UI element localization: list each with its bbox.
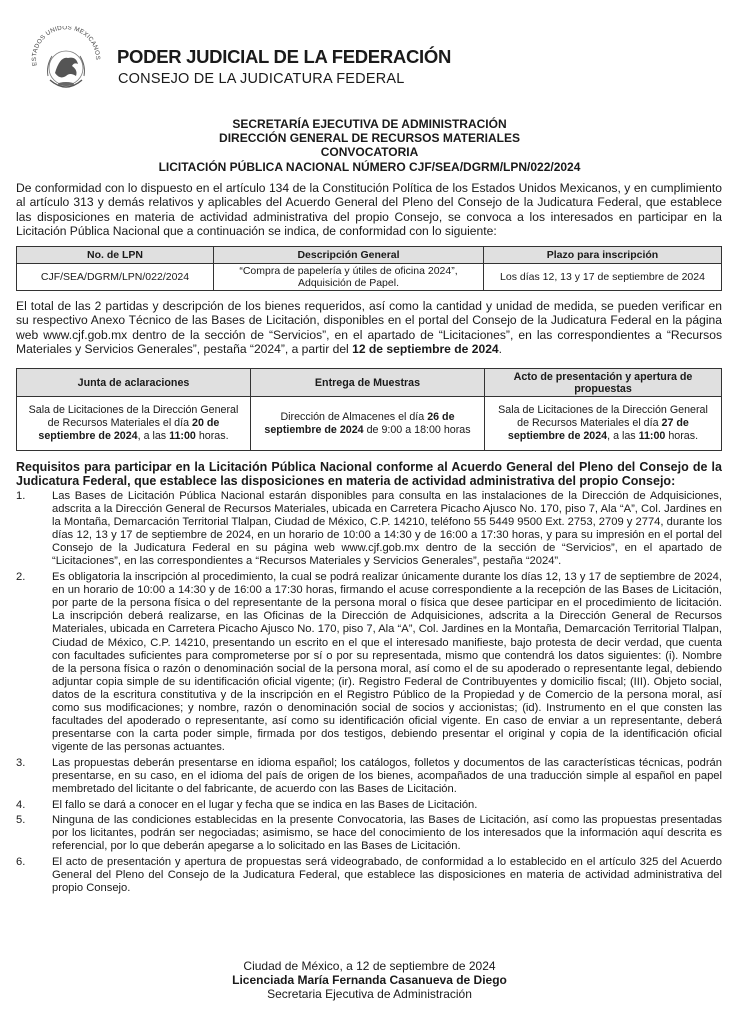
table-cell: Sala de Licitaciones de la Dirección General de Recursos Materiales el día 20 de septiembre de 2024, a las 11:00 horas.	[17, 397, 251, 451]
table-cell: Los días 12, 13 y 17 de septiembre de 2024	[484, 264, 722, 291]
title-line: DIRECCIÓN GENERAL DE RECURSOS MATERIALES	[219, 131, 520, 146]
signatory-position: Secretaria Ejecutiva de Administración	[267, 987, 472, 1002]
table-header: No. de LPN	[17, 247, 214, 264]
national-seal-logo	[26, 26, 106, 106]
table-header: Acto de presentación y apertura de propuestas	[485, 369, 722, 397]
availability-paragraph: El total de las 2 partidas y descripción de los bienes requeridos, así como la cantidad y unidad de medida, se pueden verificar en su respectivo Anexo Técnico de las Bases de Licitación, disponibles en el portal del Consejo de la Judicatura Federal en la página web www.cjf.gob.mx dentro de la sección de “Servicios”, en el apartado de “Licitaciones”, en las correspondientes a “Recursos Materiales y Servicios Generales”, pestaña “2024”, a partir del 12 de septiembre de 2024.	[16, 299, 722, 356]
svg-text:ESTADOS UNIDOS MEXICANOS: ESTADOS UNIDOS MEXICANOS	[30, 26, 102, 67]
title-line: LICITACIÓN PÚBLICA NACIONAL NÚMERO CJF/SEA/DGRM/LPN/022/2024	[158, 159, 581, 174]
table-header: Junta de aclaraciones	[17, 369, 251, 397]
document-titles	[0, 117, 739, 174]
title-line: CONVOCATORIA	[320, 145, 419, 160]
list-item: 6. El acto de presentación y apertura de propuestas será videograbado, de conformidad a lo establecido en el artículo 325 del Acuerdo General del Pleno del Consejo de la Judicatura Federal, que establece las disposiciones en materia de actividad administrativa del propio Consejo.	[16, 856, 722, 895]
list-item: 4. El fallo se dará a conocer en el lugar y fecha que se indica en las Bases de Licitación.	[16, 798, 478, 811]
table-header: Descripción General	[214, 247, 484, 264]
list-item: 1. Las Bases de Licitación Pública Nacional estarán disponibles para consulta en las instalaciones de la Dirección de Adquisiciones, adscrita a la Dirección General de Recursos Materiales, ubicada en Carretera Picacho Ajusco No. 170, piso 7, Ala “A”, Col. Jardines en la Montaña, Demarcación Territorial Tlalpan, Ciudad de México, C.P. 14210, teléfono 55 5449 9500 Ext. 2753, 2709 y 2774, durante los días 12, 13 y 17 de septiembre de 2024, en un horario de 10:00 a 14:30 y de 16:00 a 17:30 horas, y para su impresión en el portal del Consejo de la Judicatura Federal en su página web www.cjf.gob.mx dentro de la sección de “Servicios”, en el apartado de “Licitaciones”, en las correspondientes a “Recursos Materiales y Servicios Generales”, pestaña “2024”.	[16, 490, 722, 568]
requirements-title: Requisitos para participar en la Licitación Pública Nacional conforme al Acuerdo General del Pleno del Consejo de la Judicatura Federal, que establece las disposiciones en materia de actividad administrativa del propio Consejo:	[16, 460, 722, 489]
intro-paragraph: De conformidad con lo dispuesto en el artículo 134 de la Constitución Política de los Estados Unidos Mexicanos, y en cumplimiento al artículo 313 y demás relativos y aplicables del Acuerdo General del Pleno del Consejo de la Judicatura Federal, que establece las disposiciones en materia de actividad administrativa del propio Consejo, se convoca a los interesados en participar en la Licitación Pública Nacional que a continuación se indica, de conformidad con lo siguiente:	[16, 181, 722, 238]
list-item: 2. Es obligatoria la inscripción al procedimiento, la cual se podrá realizar únicamente durante los días 12, 13 y 17 de septiembre de 2024, en un horario de 10:00 a 14:30 y de 16:00 a 17:30 horas, firmando el acuse correspondiente a la recepción de las Bases de Licitación, por parte de la persona física o del representante de la persona moral o física que desee participar en el procedimiento de licitación. La inscripción deberá realizarse, en las Oficinas de la Dirección de Adquisiciones, adscrita a la Dirección General de Recursos Materiales, ubicada en Carretera Picacho Ajusco No. 170, piso 7, Ala “A”, Col. Jardines en la Montaña, Demarcación Territorial Tlalpan, Ciudad de México, C.P. 14210, presentando un escrito en el que el interesado manifieste, bajo protesta de decir verdad, que cuenta con facultades suficientes para comprometerse por sí o por su representada, mismo que contendrá los datos siguientes: (i). Nombre de la persona física o razón o denominación social de la persona moral, así como el de su apoderado o representante legal, debiendo adjuntar copia simple de su identificación oficial vigente; (ir). Registro Federal de Contribuyentes y domicilio fiscal; (III). Objeto social, datos de la escritura constitutiva y de la inscripción en el Registro Público de la Propiedad y de Comercio de la persona moral, así como sus modificaciones; y nombre, razón o denominación social de socios y accionistas; (id). Instrumento en el que consten las facultades del apoderado o representante, así como su identificación oficial vigente. En caso de enviar a un representante, deberá presentarse con la carta poder simple, firmada por dos testigos, debiendo presentar el original y copia de la identificación oficial vigente de las personas actuantes.	[16, 571, 722, 754]
title-line: SECRETARÍA EJECUTIVA DE ADMINISTRACIÓN	[232, 117, 507, 131]
organization-subtitle: CONSEJO DE LA JUDICATURA FEDERAL	[118, 71, 405, 87]
table-cell: “Compra de papelería y útiles de oficina 2024”, Adquisición de Papel.	[214, 264, 484, 291]
signature-block	[0, 959, 739, 1002]
letterhead	[26, 26, 726, 106]
signature-place-date: Ciudad de México, a 12 de septiembre de 2024	[243, 959, 496, 973]
list-item: 5. Ninguna de las condiciones establecidas en la presente Convocatoria, las Bases de Licitación, así como las propuestas presentadas por los licitantes, podrán ser negociadas; asimismo, se hace del conocimiento de los interesados que la información aquí descrita es referencial, por lo que deberán apegarse a lo solicitado en las Bases de Licitación.	[16, 814, 722, 853]
events-table	[16, 368, 722, 451]
signatory-name: Licenciada María Fernanda Casanueva de Diego	[232, 973, 507, 988]
lpn-table	[16, 246, 722, 291]
requirements-list	[16, 490, 722, 898]
list-item: 3. Las propuestas deberán presentarse en idioma español; los catálogos, folletos y documentos de las características técnicas, podrán presentarse, en su caso, en el idioma del país de origen de los bienes, acompañados de una traducción simple al español en papel membretado del licitante o del fabricante, de acuerdo con las Bases de Licitación.	[16, 756, 722, 796]
table-cell: Dirección de Almacenes el día 26 de septiembre de 2024 de 9:00 a 18:00 horas	[251, 397, 485, 451]
table-header: Entrega de Muestras	[251, 369, 485, 397]
table-header: Plazo para inscripción	[484, 247, 722, 264]
organization-name: PODER JUDICIAL DE LA FEDERACIÓN	[117, 46, 452, 67]
table-cell: CJF/SEA/DGRM/LPN/022/2024	[17, 264, 214, 291]
table-cell: Sala de Licitaciones de la Dirección General de Recursos Materiales el día 27 de septiembre de 2024, a las 11:00 horas.	[485, 397, 722, 451]
